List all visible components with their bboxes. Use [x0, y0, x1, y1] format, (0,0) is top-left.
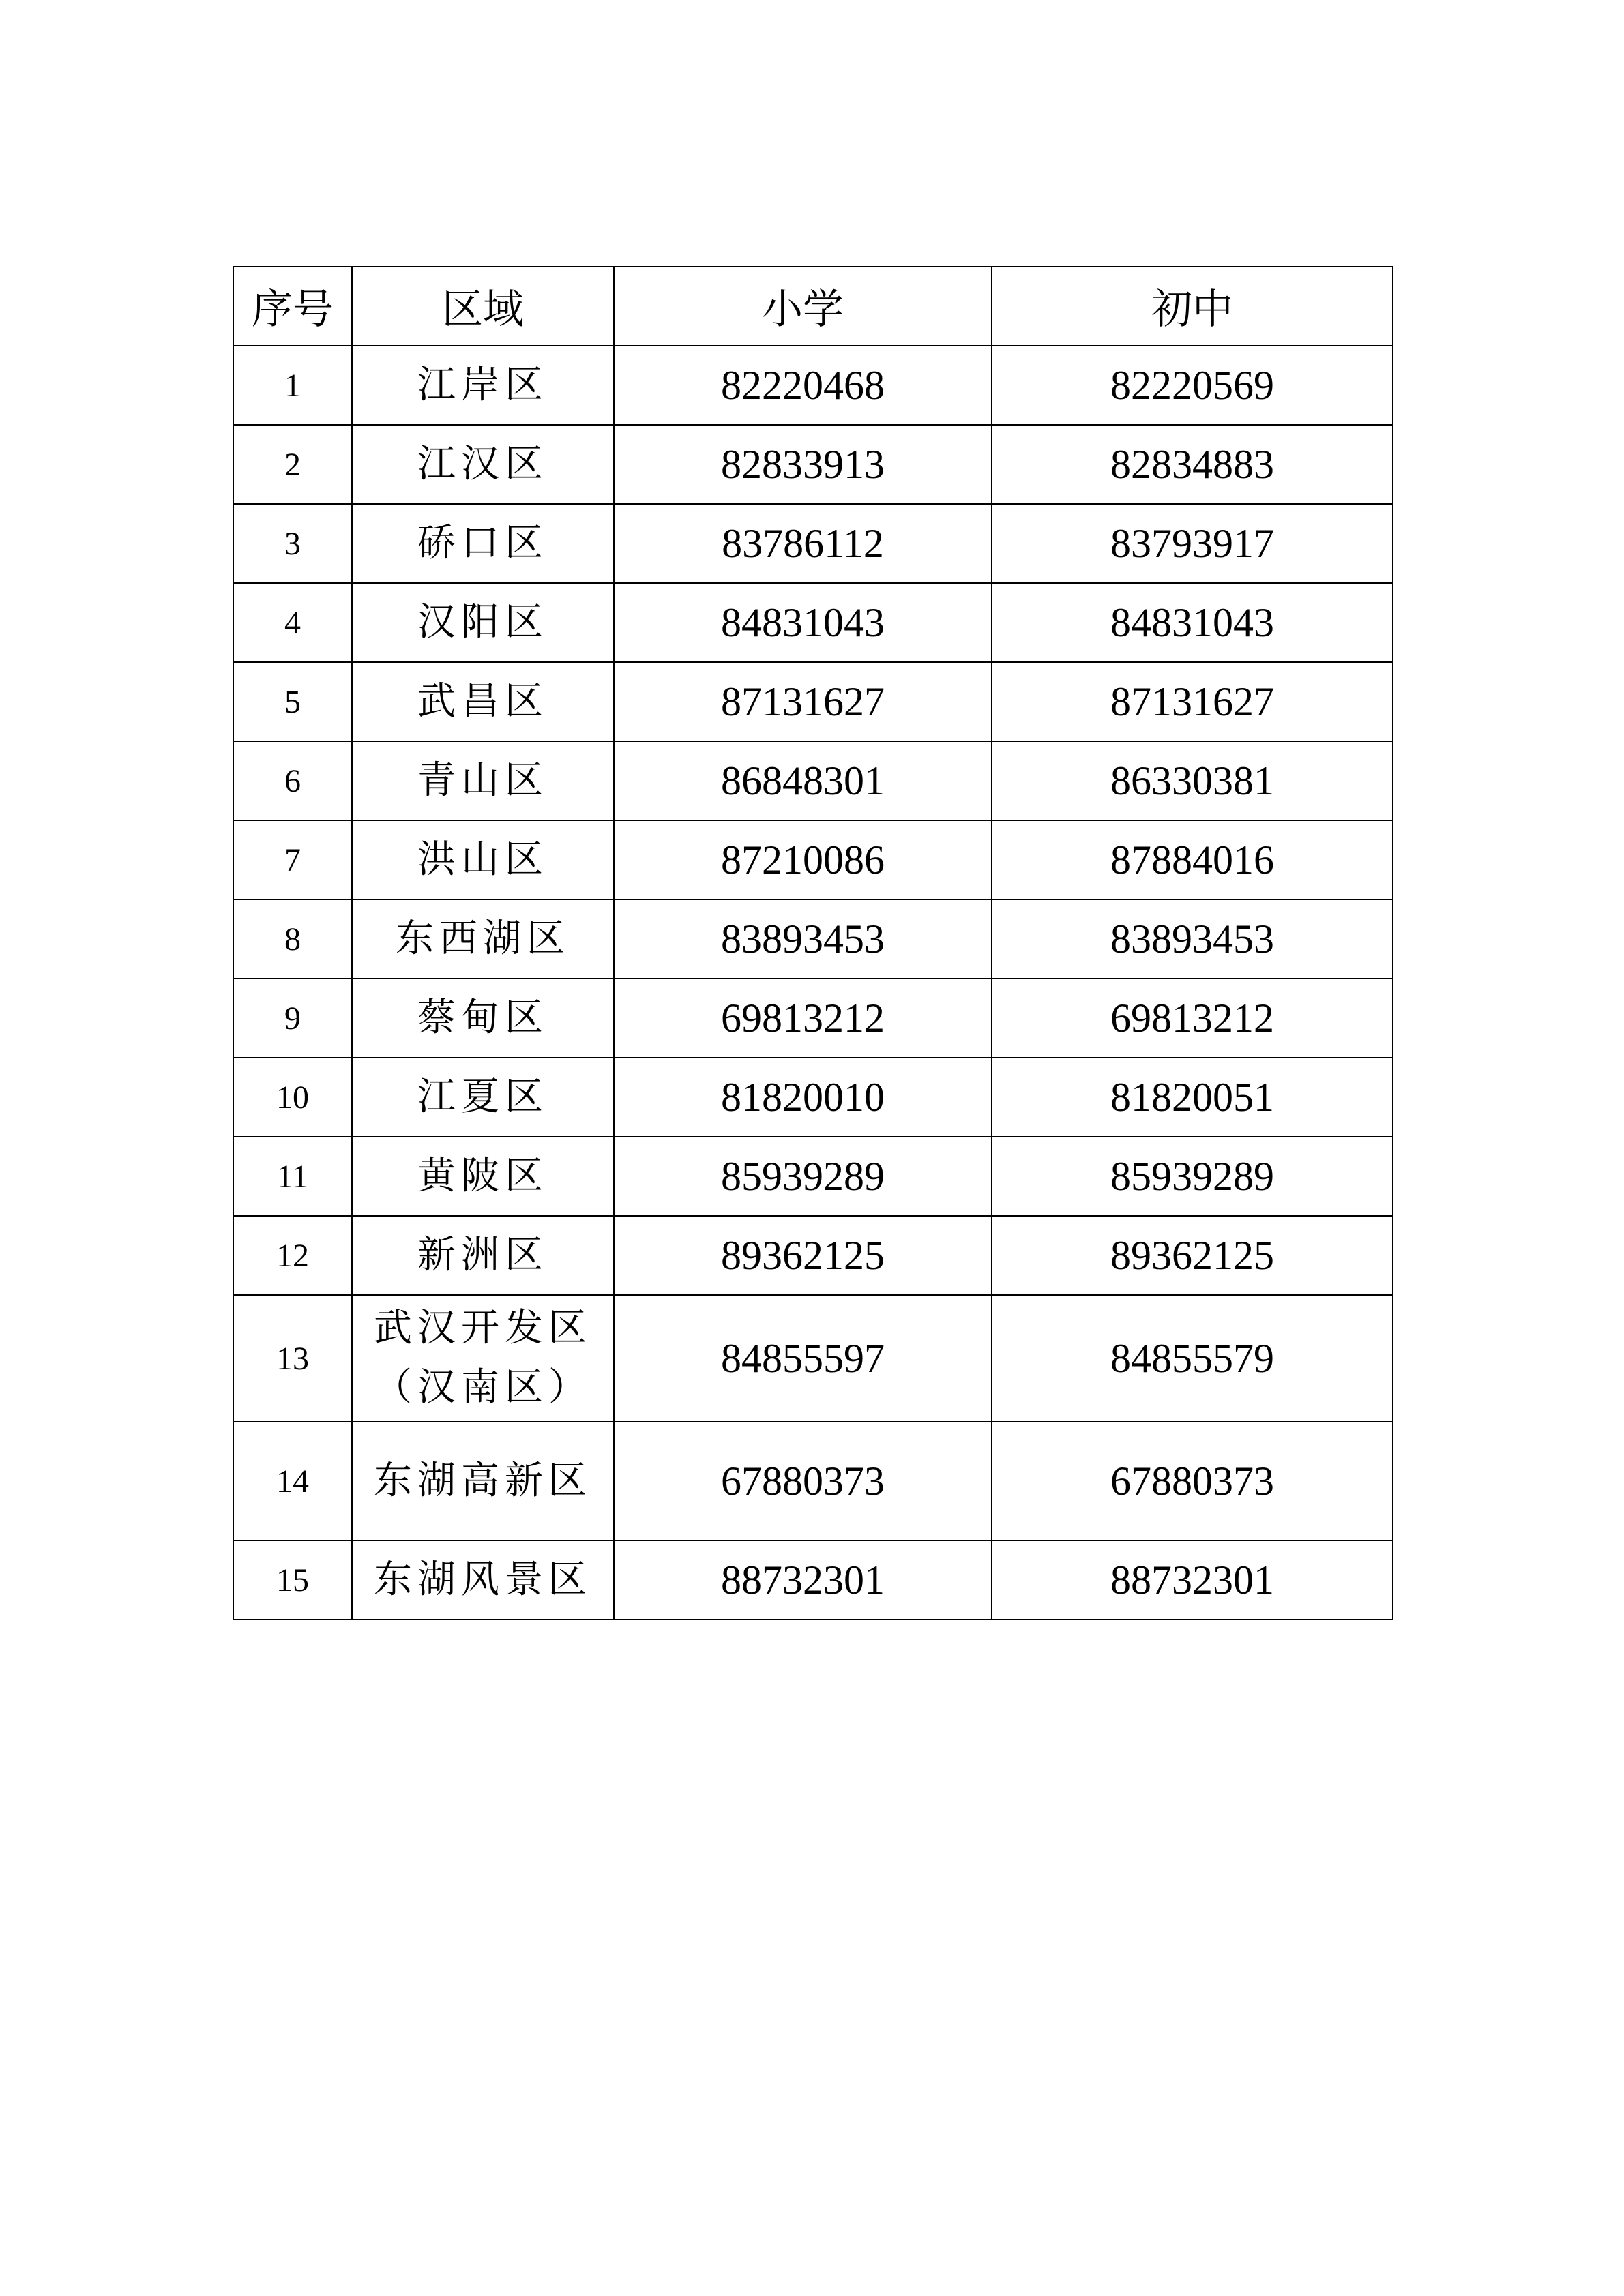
row-primary-phone: 87210086	[614, 820, 992, 899]
table-row	[233, 662, 1393, 741]
row-primary-phone: 81820010	[614, 1058, 992, 1137]
row-middle-phone: 87884016	[992, 820, 1393, 899]
row-district: 武昌区	[352, 662, 614, 741]
row-district: 东西湖区	[352, 899, 614, 979]
row-index: 12	[233, 1216, 352, 1295]
row-index: 5	[233, 662, 352, 741]
row-middle-phone: 82834883	[992, 425, 1393, 504]
table-row	[233, 1058, 1393, 1137]
header-index: 序号	[233, 267, 352, 346]
row-primary-phone: 69813212	[614, 979, 992, 1058]
table-row	[233, 346, 1393, 425]
row-middle-phone: 69813212	[992, 979, 1393, 1058]
row-primary-phone: 88732301	[614, 1540, 992, 1620]
row-district: 江汉区	[352, 425, 614, 504]
row-middle-phone: 88732301	[992, 1540, 1393, 1620]
table-row	[233, 1216, 1393, 1295]
row-district-line1: 武汉开发区	[374, 1306, 592, 1351]
table-row	[233, 425, 1393, 504]
row-index: 3	[233, 504, 352, 583]
row-district: 新洲区	[352, 1216, 614, 1295]
row-district: 青山区	[352, 741, 614, 820]
row-primary-phone: 83893453	[614, 899, 992, 979]
row-district: 东湖风景区	[352, 1540, 614, 1620]
row-district: 江夏区	[352, 1058, 614, 1137]
row-middle-phone: 89362125	[992, 1216, 1393, 1295]
table-row	[233, 583, 1393, 662]
row-middle-phone: 67880373	[992, 1422, 1393, 1540]
row-middle-phone: 87131627	[992, 662, 1393, 741]
row-middle-phone: 81820051	[992, 1058, 1393, 1137]
row-index: 11	[233, 1137, 352, 1216]
table-header-row	[233, 267, 1393, 346]
row-district	[352, 1295, 614, 1422]
header-district: 区域	[352, 267, 614, 346]
row-district: 江岸区	[352, 346, 614, 425]
row-district: 蔡甸区	[352, 979, 614, 1058]
row-district: 黄陂区	[352, 1137, 614, 1216]
row-district: 洪山区	[352, 820, 614, 899]
table-row	[233, 741, 1393, 820]
row-index: 15	[233, 1540, 352, 1620]
table-row	[233, 1137, 1393, 1216]
table-row	[233, 899, 1393, 979]
table-row	[233, 1540, 1393, 1620]
table-row	[233, 1295, 1393, 1422]
row-primary-phone: 83786112	[614, 504, 992, 583]
row-district: 汉阳区	[352, 583, 614, 662]
row-middle-phone: 85939289	[992, 1137, 1393, 1216]
row-index: 1	[233, 346, 352, 425]
row-index: 14	[233, 1422, 352, 1540]
table-row	[233, 504, 1393, 583]
row-middle-phone: 84831043	[992, 583, 1393, 662]
row-index: 4	[233, 583, 352, 662]
phone-table	[233, 266, 1393, 1620]
row-index: 6	[233, 741, 352, 820]
row-index: 7	[233, 820, 352, 899]
row-primary-phone: 82220468	[614, 346, 992, 425]
row-district: 东湖高新区	[352, 1422, 614, 1540]
row-index: 8	[233, 899, 352, 979]
table-row	[233, 1422, 1393, 1540]
row-middle-phone: 83893453	[992, 899, 1393, 979]
row-index: 10	[233, 1058, 352, 1137]
table-row	[233, 820, 1393, 899]
row-primary-phone: 82833913	[614, 425, 992, 504]
row-primary-phone: 86848301	[614, 741, 992, 820]
header-primary-school: 小学	[614, 267, 992, 346]
row-index: 9	[233, 979, 352, 1058]
row-middle-phone: 86330381	[992, 741, 1393, 820]
row-district-line2: （汉南区）	[374, 1365, 592, 1410]
row-middle-phone: 83793917	[992, 504, 1393, 583]
row-middle-phone: 82220569	[992, 346, 1393, 425]
row-primary-phone: 67880373	[614, 1422, 992, 1540]
header-middle-school: 初中	[992, 267, 1393, 346]
row-primary-phone: 84855597	[614, 1295, 992, 1422]
row-primary-phone: 85939289	[614, 1137, 992, 1216]
table-row	[233, 979, 1393, 1058]
row-primary-phone: 87131627	[614, 662, 992, 741]
row-primary-phone: 89362125	[614, 1216, 992, 1295]
row-district: 硚口区	[352, 504, 614, 583]
row-index: 13	[233, 1295, 352, 1422]
row-index: 2	[233, 425, 352, 504]
row-middle-phone: 84855579	[992, 1295, 1393, 1422]
row-primary-phone: 84831043	[614, 583, 992, 662]
